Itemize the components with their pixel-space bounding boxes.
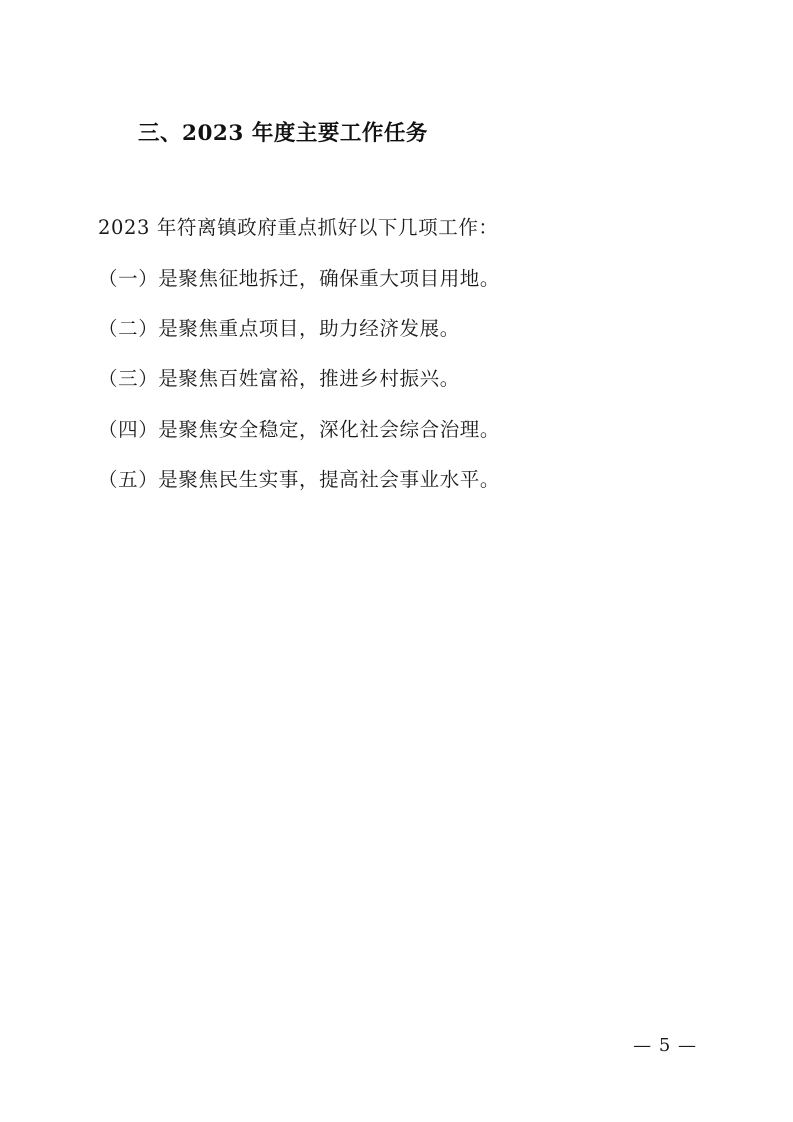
list-item: （三）是聚焦百姓富裕，推进乡村振兴。 xyxy=(98,367,460,391)
page-number: — 5 — xyxy=(633,1035,697,1056)
intro-paragraph: 2023 年符离镇政府重点抓好以下几项工作： xyxy=(98,216,499,240)
list-item: （一）是聚焦征地拆迁，确保重大项目用地。 xyxy=(98,266,501,290)
list-item: （二）是聚焦重点项目，助力经济发展。 xyxy=(98,317,460,341)
list-item: （五）是聚焦民生实事，提高社会事业水平。 xyxy=(98,467,501,491)
document-body xyxy=(98,118,698,495)
task-list xyxy=(98,263,698,495)
list-item: （四）是聚焦安全稳定，深化社会综合治理。 xyxy=(98,417,501,441)
section-heading: 三、2023 年度主要工作任务 xyxy=(138,121,428,146)
